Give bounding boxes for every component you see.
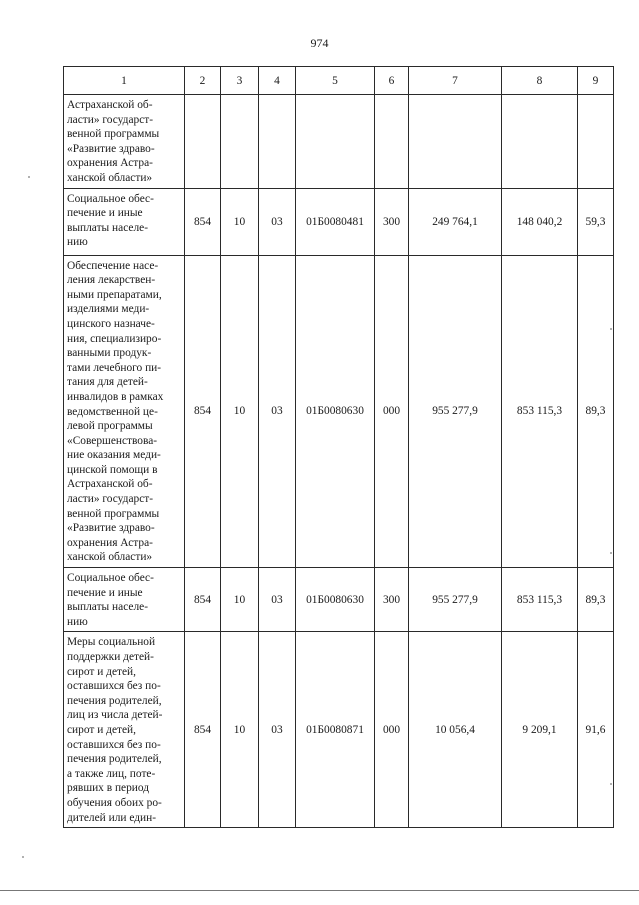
description-line: Социальное обес- [67, 192, 154, 205]
table-cell [502, 95, 578, 189]
header-cell: 5 [296, 67, 375, 95]
table-cell: 853 115,3 [502, 255, 578, 567]
table-cell: 01Б0080871 [296, 632, 375, 828]
description-line: нию [67, 236, 88, 249]
scan-speck [22, 856, 24, 858]
row-description [64, 632, 185, 828]
header-cell: 6 [375, 67, 409, 95]
table-cell: 03 [259, 632, 296, 828]
description-line: выплаты населе- [67, 601, 148, 614]
table-cell: 000 [375, 632, 409, 828]
header-cell: 2 [185, 67, 221, 95]
table-cell: 01Б0080481 [296, 188, 375, 255]
table-cell [185, 95, 221, 189]
row-description [64, 255, 185, 567]
description-line: а также лиц, поте- [67, 767, 156, 780]
description-line: Социальное обес- [67, 572, 154, 585]
header-cell: 1 [64, 67, 185, 95]
description-line: левой программы [67, 420, 153, 433]
description-line: охранения Астра- [67, 536, 153, 549]
table-cell: 03 [259, 188, 296, 255]
description-line: оставшихся без по- [67, 738, 161, 751]
description-line: «Развитие здраво- [67, 142, 155, 155]
description-line: печение и иные [67, 586, 143, 599]
table-cell: 854 [185, 255, 221, 567]
description-line: оставшихся без по- [67, 680, 161, 693]
description-line: «Совершенствова- [67, 434, 158, 447]
table-cell: 854 [185, 188, 221, 255]
description-line: поддержки детей- [67, 651, 154, 663]
description-line: печение и иные [67, 207, 143, 220]
table-cell: 000 [375, 255, 409, 567]
table-cell: 01Б0080630 [296, 255, 375, 567]
description-line: венной программы [67, 128, 160, 141]
row-description [64, 568, 185, 632]
row-description [64, 188, 185, 255]
table-cell: 10 [221, 632, 259, 828]
table-row [64, 632, 614, 828]
table-cell: 854 [185, 568, 221, 632]
table-cell: 148 040,2 [502, 188, 578, 255]
description-line: охранения Астра- [67, 157, 153, 170]
table-cell: 10 [221, 255, 259, 567]
table-cell [578, 95, 614, 189]
description-line: дителей или един- [67, 811, 157, 824]
table-cell: 853 115,3 [502, 568, 578, 632]
description-line: ными препаратами, [67, 288, 162, 301]
description-line: ханской области» [67, 171, 153, 184]
table-cell: 300 [375, 188, 409, 255]
table-cell [259, 95, 296, 189]
description-line: ласти» государст- [67, 113, 154, 126]
header-cell: 8 [502, 67, 578, 95]
table-row [64, 568, 614, 632]
header-cell: 3 [221, 67, 259, 95]
description-line: обучения обоих ро- [67, 796, 162, 809]
table-row [64, 255, 614, 567]
description-line: ления лекарствен- [67, 274, 156, 287]
header-row [64, 67, 614, 95]
scan-speck [610, 328, 612, 330]
table-cell: 955 277,9 [409, 255, 502, 567]
table-cell: 03 [259, 568, 296, 632]
table-cell: 01Б0080630 [296, 568, 375, 632]
description-line: Меры социальной [67, 636, 156, 649]
description-line: рявших в период [67, 782, 150, 795]
table-cell [221, 95, 259, 189]
description-line: сирот и детей, [67, 723, 136, 736]
table-cell: 89,3 [578, 255, 614, 567]
description-line: ние оказания меди- [67, 449, 161, 462]
scan-bottom-edge [0, 890, 639, 891]
table-cell: 300 [375, 568, 409, 632]
description-line: выплаты населе- [67, 221, 148, 234]
description-line: ведомственной це- [67, 405, 158, 418]
description-line: печения родителей, [67, 753, 162, 766]
table-cell [409, 95, 502, 189]
scan-speck [28, 176, 30, 178]
description-line: ханской области» [67, 551, 153, 564]
table-cell: 59,3 [578, 188, 614, 255]
table-cell: 89,3 [578, 568, 614, 632]
table-row [64, 95, 614, 189]
table-cell: 03 [259, 255, 296, 567]
table-row [64, 188, 614, 255]
description-line: сирот и детей, [67, 665, 136, 678]
table-cell [375, 95, 409, 189]
description-line: «Развитие здраво- [67, 522, 155, 535]
budget-table [63, 66, 614, 828]
table-cell [296, 95, 375, 189]
scan-speck [610, 552, 612, 554]
table-cell: 91,6 [578, 632, 614, 828]
page-number: 974 [310, 36, 329, 50]
description-line: Астраханской об- [67, 478, 153, 491]
description-line: инвалидов в рамках [67, 390, 164, 403]
description-line: Астраханской об- [67, 99, 153, 111]
description-line: ванными продук- [67, 347, 152, 360]
description-line: лиц из числа детей- [67, 709, 163, 722]
header-cell: 7 [409, 67, 502, 95]
table-cell: 10 [221, 568, 259, 632]
table-body [64, 95, 614, 828]
description-line: цинской помощи в [67, 463, 158, 476]
header-cell: 4 [259, 67, 296, 95]
description-line: тами лечебного пи- [67, 361, 162, 374]
table-cell: 955 277,9 [409, 568, 502, 632]
description-line: цинского назначе- [67, 317, 155, 330]
table-cell: 9 209,1 [502, 632, 578, 828]
header-cell: 9 [578, 67, 614, 95]
table-cell: 10 056,4 [409, 632, 502, 828]
description-line: тания для детей- [67, 376, 148, 389]
description-line: нию [67, 615, 88, 628]
description-line: венной программы [67, 507, 160, 520]
scan-speck [610, 783, 612, 785]
table-cell: 249 764,1 [409, 188, 502, 255]
table-cell: 854 [185, 632, 221, 828]
description-line: ния, специализиро- [67, 332, 162, 345]
row-description [64, 95, 185, 189]
description-line: печения родителей, [67, 694, 162, 707]
description-line: изделиями меди- [67, 303, 150, 316]
description-line: ласти» государст- [67, 493, 154, 506]
table-cell: 10 [221, 188, 259, 255]
description-line: Обеспечение насе- [67, 259, 159, 272]
